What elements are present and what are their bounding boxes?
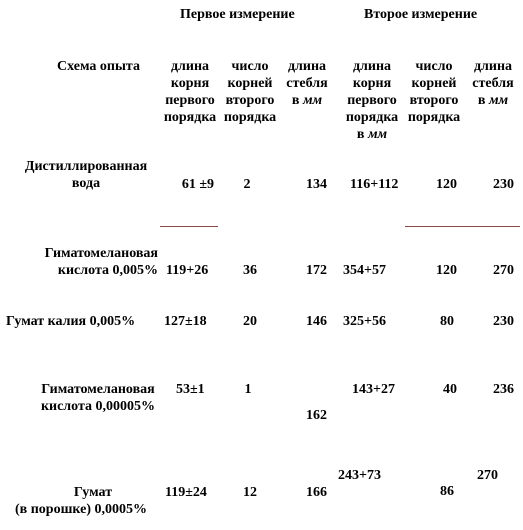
row-label-humic-acid-00005: Гиматомелановая кислота 0,00005% bbox=[40, 382, 156, 414]
cell-r3-root2: 20 bbox=[243, 314, 257, 329]
row-label-humic-acid-0005: Гиматомелановая кислота 0,005% bbox=[44, 246, 158, 278]
cell-r2-root2: 36 bbox=[243, 263, 257, 278]
cell-r4-root1-2: 143+27 bbox=[352, 382, 395, 397]
cell-r4-stem: 162 bbox=[306, 408, 327, 423]
cell-r1-root1: 61 ±9 bbox=[181, 177, 214, 192]
row-divider-right bbox=[405, 226, 520, 227]
row-label-humate-powder: Гумат (в порошке) 0,0005% bbox=[15, 485, 147, 517]
cell-r3-stem-2: 230 bbox=[493, 314, 514, 329]
cell-r4-stem-2: 236 bbox=[493, 382, 514, 397]
header-stem-length-2: длина стебля в мм bbox=[472, 59, 514, 108]
cell-r4-root2-2: 40 bbox=[443, 382, 457, 397]
cell-r3-root2-2: 80 bbox=[440, 314, 454, 329]
cell-r5-root2-2: 86 bbox=[440, 484, 454, 499]
row-label-distilled-water: Дистиллированная вода bbox=[24, 159, 148, 191]
cell-r4-root1: 53±1 bbox=[176, 382, 205, 397]
header-root2-count-2: число корней второго порядка bbox=[407, 59, 461, 125]
cell-r1-stem: 134 bbox=[306, 177, 327, 192]
cell-r1-root2: 2 bbox=[243, 177, 251, 192]
cell-r1-root2-2: 120 bbox=[436, 177, 457, 192]
row-divider-left bbox=[160, 226, 218, 227]
cell-r5-root2: 12 bbox=[243, 485, 257, 500]
header-stem-length: длина стебля в мм bbox=[286, 59, 328, 108]
header-root2-count: число корней второго порядка bbox=[223, 59, 277, 125]
cell-r2-root2-2: 120 bbox=[436, 263, 457, 278]
cell-r2-root1: 119+26 bbox=[166, 263, 209, 278]
group-first-measurement: Первое измерение bbox=[180, 7, 295, 22]
cell-r1-root1-2: 116+112 bbox=[350, 177, 399, 192]
cell-r2-stem-2: 270 bbox=[493, 263, 514, 278]
row-label-potassium-humate: Гумат калия 0,005% bbox=[6, 314, 136, 329]
cell-r5-stem: 166 bbox=[306, 485, 327, 500]
cell-r3-stem: 146 bbox=[306, 314, 327, 329]
cell-r3-root1-2: 325+56 bbox=[343, 314, 386, 329]
header-root1-length: длина корня первого порядка bbox=[163, 59, 217, 125]
cell-r4-root2: 1 bbox=[244, 382, 252, 397]
cell-r3-root1: 127±18 bbox=[164, 314, 207, 329]
cell-r5-root1-2: 243+73 bbox=[338, 468, 381, 483]
header-root1-length-2: длина корня первого порядка в мм bbox=[345, 59, 399, 142]
cell-r1-stem-2: 230 bbox=[493, 177, 514, 192]
group-second-measurement: Второе измерение bbox=[364, 7, 478, 22]
cell-r5-root1: 119±24 bbox=[165, 485, 207, 500]
cell-r2-stem: 172 bbox=[306, 263, 327, 278]
header-scheme: Схема опыта bbox=[57, 59, 140, 74]
cell-r5-stem-2: 270 bbox=[477, 468, 498, 483]
cell-r2-root1-2: 354+57 bbox=[343, 263, 386, 278]
